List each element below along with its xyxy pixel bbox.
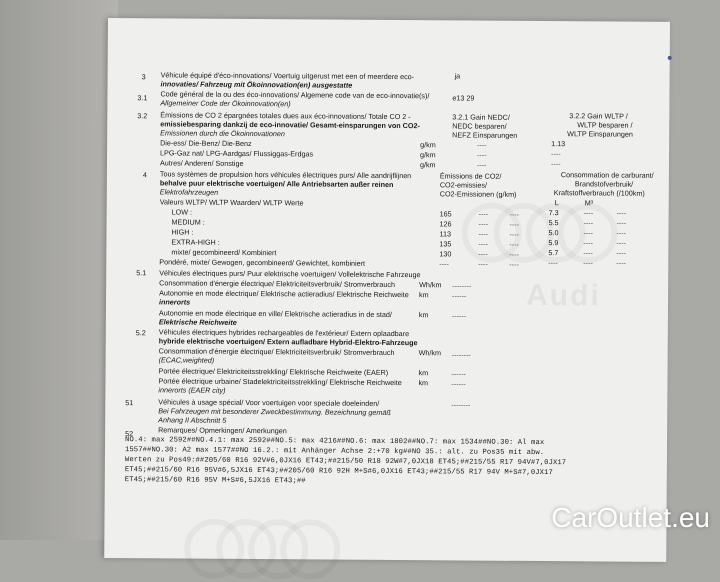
wltp-litres: 5.9	[548, 238, 559, 248]
wltp-dash: ----	[478, 259, 488, 269]
wltp-litres: ----	[548, 258, 558, 268]
wltp-co2: ----	[439, 259, 449, 269]
city-range-label-2: Elektrische Reichweite	[158, 317, 237, 327]
value: --------	[451, 400, 471, 410]
remarks-line: 1557##NO.30: A2 max 1577##NO 16.2.: mit Anhänger Achse 2:+70 kg##NO 35.: alt. zu Pos35 mit abw.	[124, 446, 545, 458]
unit: Wh/km	[419, 280, 442, 290]
unit-m3: M³	[584, 198, 594, 208]
wltp-dash: ----	[509, 249, 519, 259]
wltp-dash: ----	[509, 239, 520, 249]
row-text: Véhicules électriques purs/ Puur elektrische voertuigen/ Vollelektrische Fahrzeuge	[159, 268, 421, 280]
fuel-label: Autres/ Anderen/ Sonstige	[159, 158, 244, 168]
wltp-dash: ----	[583, 248, 593, 258]
fuel-nedc: ----	[477, 150, 487, 160]
consumption-label: Consommation d'énergie électrique/ Elektriciteitsverbruik/ Stromverbrauch	[158, 346, 395, 358]
row-number: 3.1	[137, 93, 148, 103]
wltp-dash: ----	[509, 219, 520, 229]
background-left	[0, 0, 118, 540]
fuel-unit: g/km	[419, 160, 436, 170]
remarks-line: ET45;##215/60 R16 95V#6,5JX16 ET43;##205/60 R16 92H M+S#6,0JX16 ET43;##215/55 R17 94V M+S#7,0JX17	[124, 466, 553, 478]
fuel-wltp: ----	[551, 149, 561, 159]
emissions-header-1: Émissions de CO2/	[439, 171, 502, 181]
consumption-header-3: Kraftstoffverbrauch (/100km)	[553, 188, 645, 198]
consumption-header-2: Brandstofverbruik/	[574, 179, 634, 189]
document-page	[104, 18, 670, 562]
unit: km	[418, 310, 429, 320]
wltp-dash: ----	[509, 259, 519, 269]
fuel-unit: g/km	[420, 140, 436, 150]
range-label: Autonomie en mode électrique/ Elektrische actieradius/ Elektrische Reichweite	[159, 288, 409, 300]
row-text-2: Allgemeiner Code der Ökoinnovation(en)	[160, 98, 291, 109]
row-text: Émissions de CO 2 épargnées totales dues aux éco-innovations/ Totale CO 2 -	[160, 110, 411, 122]
wltp-row-label: Pondéré, mixte/ Gewogen, gecombineerd/ Gewichtet, kombiniert	[159, 257, 366, 268]
wltp-co2: 130	[439, 249, 452, 259]
row-number: 52	[125, 429, 134, 439]
pen-mark	[668, 56, 672, 60]
fuel-nedc: ----	[477, 140, 487, 150]
row-text: Véhicules électriques hybrides rechargeables de l'extérieur/ Extern oplaadbare	[158, 327, 410, 339]
row-text-2: Bei Fahrzeugen mit besonderer Zweckbestimmung. Bezeichnung gemäß	[158, 406, 391, 417]
wltp-dash: ----	[616, 228, 627, 238]
wltp-dash: ----	[583, 228, 594, 238]
row-value: ja	[454, 71, 461, 81]
wltp-co2: 113	[439, 229, 452, 239]
wltp-dash: ----	[509, 229, 520, 239]
row-text: Remarques/ Opmerkingen/ Amerkungen	[158, 425, 287, 436]
emissions-header-3: CO2-Emissionen (g/km)	[439, 189, 517, 199]
fuel-label: Die-ess/ Die-Benz/ Die-Benz	[160, 138, 252, 149]
unit: Wh/km	[418, 348, 442, 358]
audi-text-watermark: Audi	[525, 278, 601, 313]
wltp-litres: 5.5	[548, 218, 559, 228]
value: --------	[452, 281, 472, 291]
fuel-wltp: 1.13	[551, 139, 566, 149]
value: ------	[451, 311, 467, 321]
consumption-header-1: Consommation de carburant/	[560, 170, 654, 180]
wltp-header-3: WLTP Einsparungen	[567, 129, 633, 139]
city-range-label: Portée électrique urbaine/ Stadelektriciteitsstrekkling/ Elektrische Reichweite	[158, 376, 402, 388]
wltp-dash: ----	[616, 208, 627, 218]
fuel-wltp: ----	[550, 159, 561, 169]
wltp-row-label: MEDIUM :	[171, 217, 205, 227]
remarks-line: NO.4: max 2592##NO.4.1: max 2592##NO.5: max 4216##NO.6: max 1802##NO.7: max 1534##NO.30: Al max	[125, 436, 545, 448]
remarks-line: Werten zu Pos49:##205/60 R16 92V#6,0JX16 ET43;##215/50 R18 92W#7,0JX18 ET45;##215/55 R17 94V#7,0JX17	[124, 456, 567, 468]
wltp-litres: 5.0	[548, 228, 559, 238]
row-number: 3.2	[137, 111, 148, 121]
row-number: 51	[125, 398, 134, 408]
row-text-2: innovaties/ Fahrzeug mit Ökoinnovation(en) ausgestatte	[160, 79, 353, 90]
wltp-row-label: LOW :	[171, 207, 193, 217]
row-text-2: emissiebesparing dankzij de eco-innovatie/ Gesamt-einsparungen von CO2-	[160, 119, 420, 131]
row-text: Tous systèmes de propulsion hors véhicules électriques purs/ Alle aandrijflijnen	[159, 169, 412, 181]
wltp-row-label: HIGH :	[171, 227, 194, 237]
row-text-3: Emissionen durch die Ökoinnovationen	[160, 128, 285, 139]
wltp-litres: 5.7	[548, 248, 559, 258]
unit-litre: L	[554, 198, 559, 208]
nedc-header-3: NEFZ Einsparungen	[452, 130, 518, 140]
nedc-header-2: NEDC besparen/	[452, 121, 507, 131]
wltp-dash: ----	[478, 249, 488, 259]
wltp-header-1: 3.2.2 Gain WLTP /	[569, 111, 628, 121]
wltp-row-label: EXTRA-HIGH :	[171, 237, 220, 247]
row-text: Véhicules à usage spécial/ Voor voertuigen voor speciale doeleinden/	[158, 397, 380, 408]
value: ------	[451, 379, 466, 389]
row-text-2: behalve puur elektrische voertuigen/ Alle Antriebsarten außer reinen	[159, 178, 394, 189]
value: --------	[451, 350, 471, 360]
row-number: 4	[142, 170, 147, 180]
wltp-dash: ----	[616, 248, 626, 258]
wltp-co2: 135	[439, 239, 452, 249]
value: ------	[452, 291, 467, 301]
wltp-dash: ----	[616, 218, 627, 228]
city-range-label-2: innerorts (EAER city)	[158, 385, 226, 395]
wltp-values-label: Valeurs WLTP/ WLTP Waarden/ WLTP Werte	[159, 197, 304, 208]
wltp-dash: ----	[478, 209, 489, 219]
wltp-co2: 165	[439, 209, 452, 219]
fuel-nedc: ----	[476, 160, 487, 170]
row-number: 5.2	[135, 328, 146, 338]
value: ------	[451, 369, 466, 379]
wltp-dash: ----	[509, 209, 520, 219]
row-number: 3	[141, 72, 146, 82]
row-text: Code général de la ou des éco-innovations/ Algemene code van de eco-innovatie(s)/	[160, 89, 430, 101]
row-text-3: Elektrofahrzeugen	[159, 187, 219, 197]
emissions-header-2: CO2-emissies/	[439, 180, 488, 190]
city-range-label: Autonomie en mode électrique en ville/ Elektrische actieradius in de stad/	[158, 308, 392, 319]
unit: km	[419, 290, 429, 300]
consumption-label: Consommation d'énergie électrique/ Elektriciteitsverbruik/ Stromverbrauch	[159, 278, 396, 290]
row-value: e13 29	[452, 93, 475, 103]
wltp-row-label: mixte/ gecombineerd/ Kombiniert	[171, 247, 277, 258]
row-text-2: hybride elektrische voertuigen/ Extern aufladbare Hybrid-Elektro-Fahrzeuge	[158, 336, 418, 348]
unit: km	[418, 368, 429, 378]
wltp-dash: ----	[478, 229, 489, 239]
row-3	[108, 18, 670, 90]
wltp-dash: ----	[583, 208, 594, 218]
wltp-co2: 126	[439, 219, 452, 229]
remarks-line: ET45;##215/60 R16 95V M+S#6,5JX16 ET43;##	[124, 476, 306, 486]
consumption-label-2: (ECAC,weighted)	[158, 355, 215, 365]
wltp-dash: ----	[616, 258, 626, 268]
wltp-dash: ----	[583, 258, 593, 268]
wltp-dash: ----	[583, 218, 594, 228]
fuel-unit: g/km	[420, 150, 436, 160]
row-text-3: Anhang II Abschnitt 5	[158, 415, 227, 425]
fuel-label: LPG-Gaz nat/ LPG-Aardgas/ Flussiggas-Erdgas	[160, 148, 314, 159]
wltp-dash: ----	[478, 239, 489, 249]
row-number: 5.1	[136, 268, 147, 278]
wltp-dash: ----	[616, 238, 627, 248]
caroutlet-watermark: CarOutlet.eu	[551, 502, 710, 533]
range-label-2: innerorts	[158, 297, 191, 307]
wltp-header-2: WLTP besparen /	[577, 120, 633, 130]
range-label: Portée électrique/ Elektriciteitsstrekkling/ Elektrische Reichweite (EAER)	[158, 366, 389, 377]
nedc-header-1: 3.2.1 Gain NEDC/	[452, 112, 510, 122]
unit: km	[418, 378, 429, 388]
wltp-dash: ----	[583, 238, 594, 248]
wltp-dash: ----	[478, 219, 489, 229]
wltp-litres: 7.3	[548, 208, 559, 218]
row-text: Véhicule équipé d'éco-innovations/ Voertuig uitgerust met een of meerdere eco-	[160, 70, 415, 82]
